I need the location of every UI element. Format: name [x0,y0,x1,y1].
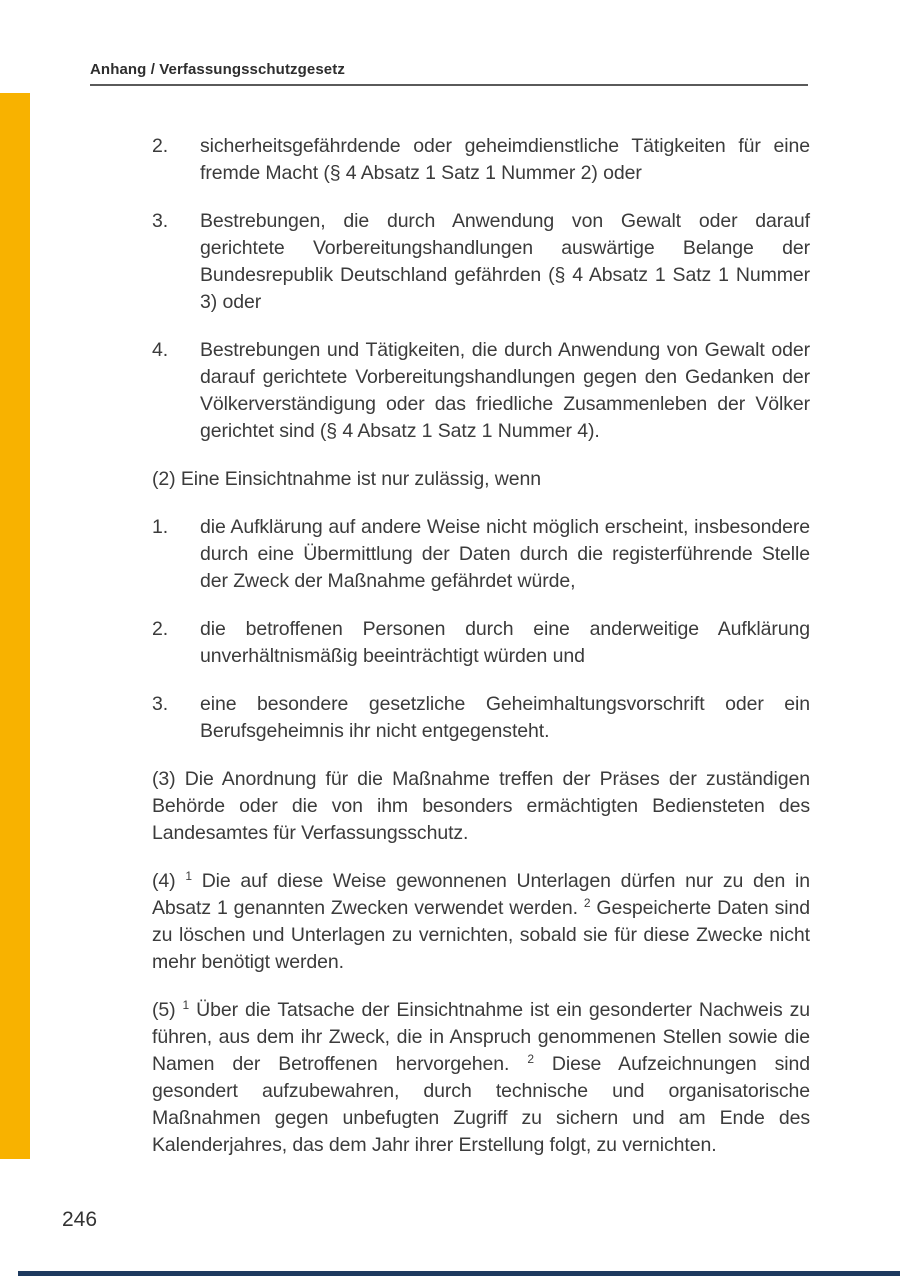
margin-accent-bar [0,93,30,1159]
list-text: die Aufklärung auf andere Weise nicht möglich erscheint, insbesondere durch eine Übermittlung der Daten durch die registerführende Stelle der Zweck der Maßnahme gefährdet würde, [200,516,810,592]
list-item-2 [152,133,810,187]
list-text: Bestrebungen und Tätigkeiten, die durch Anwendung von Gewalt oder darauf gerichtete Vorbereitungshandlungen gegen den Gedanken der Völkerverständigung oder das friedliche Zusammenleben der Völker gerichtet sind (§ 4 Absatz 1 Satz 1 Nummer 4). [200,339,810,442]
text-segment: Diese Aufzeichnungen sind gesondert aufzubewahren, durch technische und organisatorische Maßnahmen gegen unbefugten Zugriff zu sichern und am Ende des Kalenderjahres, das dem Jahr ihrer Erstellung folgt, zu vernichten. [152,1053,810,1156]
list-item-2b [152,616,810,670]
list-text: eine besondere gesetzliche Geheimhaltungsvorschrift oder ein Berufsgeheimnis ihr nicht entgegensteht. [200,693,810,742]
list-number: 2. [152,135,169,157]
paragraph-5 [152,997,810,1159]
list-number: 4. [152,339,169,361]
list-number: 2. [152,618,169,640]
header-rule [90,84,808,86]
text-segment: (5) [152,999,183,1021]
list-item-3b [152,691,810,745]
list-text: die betroffenen Personen durch eine anderweitige Aufklärung unverhältnismäßig beeinträchtigt würden und [200,618,810,667]
text-segment: Über die Tatsache der Einsichtnahme ist ein gesonderter Nachweis zu führen, aus dem ihr Zweck, die in Anspruch genommenen Stellen sowie die Namen der Betroffenen hervorgehen. [152,999,810,1075]
list-item-3 [152,208,810,316]
paragraph-3: (3) Die Anordnung für die Maßnahme treffen der Präses der zuständigen Behörde oder die von ihm besonders ermächtigten Bediensteten des Landesamtes für Verfassungsschutz. [152,768,810,844]
list-number: 1. [152,516,169,538]
list-number: 3. [152,210,169,232]
paragraph-2-intro: (2) Eine Einsichtnahme ist nur zulässig, wenn [152,468,541,490]
page-number: 246 [62,1208,98,1231]
list-text: Bestrebungen, die durch Anwendung von Gewalt oder darauf gerichtete Vorbereitungshandlungen auswärtige Belange der Bundesrepublik Deutschland gefährden (§ 4 Absatz 1 Satz 1 Nummer 3) oder [200,210,810,313]
text-column [152,133,810,1180]
list-item-1b [152,514,810,595]
paragraph-4 [152,868,810,976]
list-item-4 [152,337,810,445]
running-header: Anhang / Verfassungsschutzgesetz [90,61,345,78]
text-segment: (4) [152,870,186,892]
text-segment: Gespeicherte Daten sind zu löschen und Unterlagen zu vernichten, sobald sie für diese Zwecke nicht mehr benötigt werden. [152,897,810,973]
sentence-number-sup: 2 [527,1052,534,1066]
sentence-number-sup: 1 [185,869,192,883]
sentence-number-sup: 2 [583,896,591,910]
list-text: sicherheitsgefährdende oder geheimdienstliche Tätigkeiten für eine fremde Macht (§ 4 Absatz 1 Satz 1 Nummer 2) oder [200,135,810,184]
list-number: 3. [152,693,169,715]
bottom-bar [18,1271,900,1276]
text-segment: Die auf diese Weise gewonnenen Unterlagen dürfen nur zu den in Absatz 1 genannten Zwecken verwendet werden. [152,870,810,919]
sentence-number-sup: 1 [182,998,190,1012]
